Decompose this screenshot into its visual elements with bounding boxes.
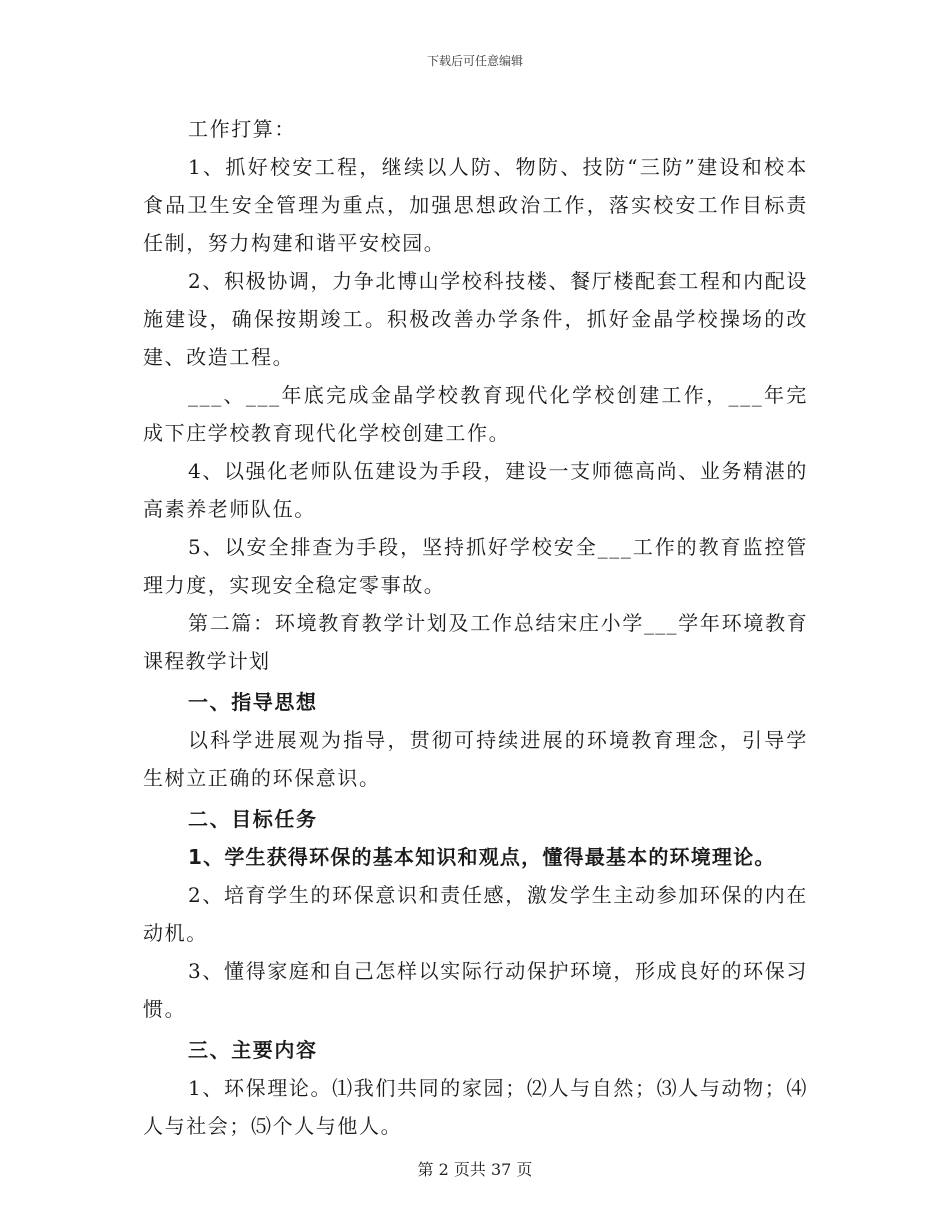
page-footer: 第 2 页共 37 页: [417, 1160, 533, 1179]
paragraph-item-5: 5、以安全排查为手段，坚持抓好学校安全___工作的教育监控管理力度，实现安全稳定零事故。: [143, 535, 808, 597]
paragraph-guiding-ideology: 以科学进展观为指导，贯彻可持续进展的环境教育理念，引导学生树立正确的环保意识。: [143, 728, 808, 790]
paragraph-item-3: ___、___年底完成金晶学校教育现代化学校创建工作，___年完成下庄学校教育现代化学校创建工作。: [143, 383, 808, 445]
paragraph-item-4: 4、以强化老师队伍建设为手段，建设一支师德高尚、业务精湛的高素养老师队伍。: [143, 459, 808, 521]
page-header: 下载后可任意编辑: [426, 54, 523, 68]
paragraph-objective-3: 3、懂得家庭和自己怎样以实际行动保护环境，形成良好的环保习惯。: [143, 959, 808, 1021]
paragraph-work-plan-label: 工作打算：: [188, 117, 296, 141]
document-body: [143, 110, 808, 1145]
paragraph-item-1: 1、抓好校安工程，继续以人防、物防、技防“三防”建设和校本食品卫生安全管理为重点，加强思想政治工作，落实校安工作目标责任制，努力构建和谐平安校园。: [143, 155, 808, 255]
heading-objective-1: 1、学生获得环保的基本知识和观点，懂得最基本的环境理论。: [188, 845, 776, 869]
heading-guiding-ideology: 一、指导思想: [188, 690, 318, 714]
paragraph-item-2: 2、积极协调，力争北博山学校科技楼、餐厅楼配套工程和内配设施建设，确保按期竣工。积极改善办学条件，抓好金晶学校操场的改建、改造工程。: [143, 269, 808, 369]
paragraph-section-two-title: 第二篇：环境教育教学计划及工作总结宋庄小学___学年环境教育课程教学计划: [143, 611, 808, 673]
heading-objectives: 二、目标任务: [188, 807, 318, 831]
heading-main-content: 三、主要内容: [188, 1038, 318, 1062]
paragraph-main-content-1: 1、环保理论。⑴我们共同的家园；⑵人与自然；⑶人与动物；⑷人与社会；⑸个人与他人。: [143, 1076, 808, 1138]
paragraph-objective-2: 2、培育学生的环保意识和责任感，激发学生主动参加环保的内在动机。: [143, 883, 808, 945]
